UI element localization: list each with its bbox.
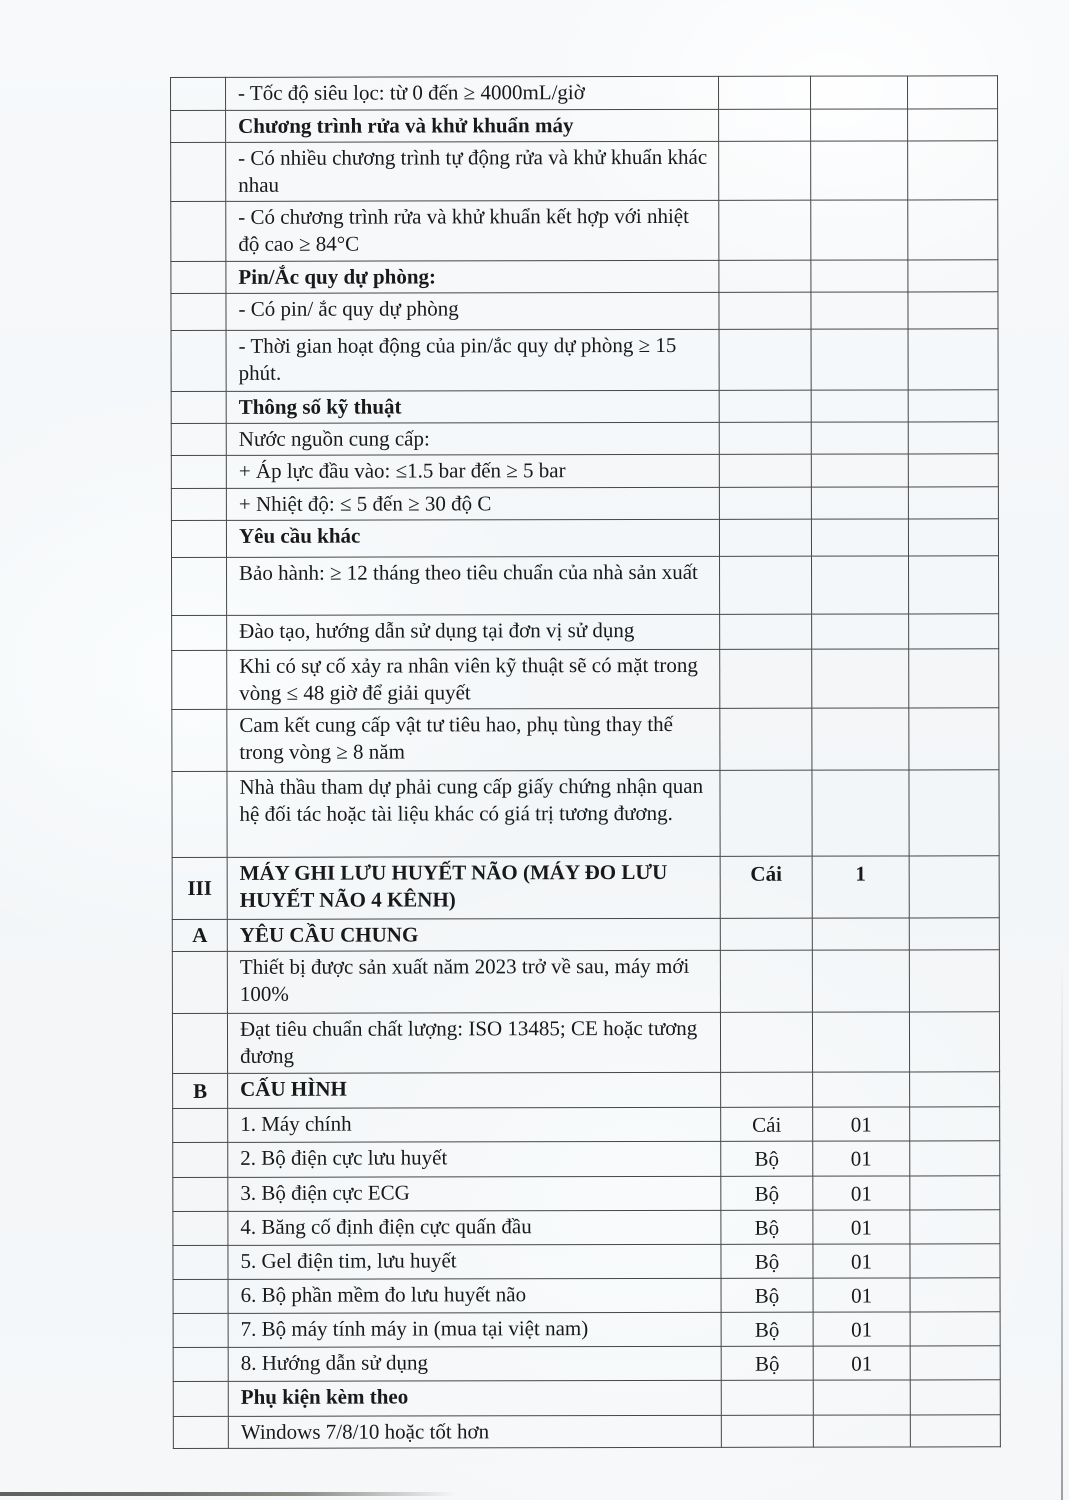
qty-cell: [811, 390, 908, 422]
scan-bottom-edge-artifact: [0, 1492, 470, 1496]
table-row: [173, 1312, 1000, 1348]
spec-table-body: [171, 76, 1001, 1449]
description-cell: YÊU CẦU CHUNG: [227, 918, 720, 951]
unit-cell: [719, 200, 811, 260]
unit-cell: [719, 390, 811, 422]
stt-cell: [172, 951, 227, 1013]
description-cell: 2. Bộ điện cực lưu huyết: [228, 1141, 721, 1177]
unit-cell: [720, 950, 812, 1012]
description-cell: - Có nhiều chương trình tự động rửa và khử khuẩn khác nhau: [226, 141, 719, 201]
description-cell: + Áp lực đầu vào: ≤1.5 bar đến ≥ 5 bar: [226, 454, 719, 488]
note-cell: [908, 260, 998, 292]
qty-cell: [811, 487, 908, 519]
note-cell: [910, 1072, 1000, 1107]
qty-cell: [812, 649, 909, 708]
table-row: [172, 708, 999, 772]
unit-cell: Cái: [721, 1107, 813, 1141]
table-row: [172, 556, 999, 616]
qty-cell: [811, 454, 908, 487]
unit-cell: [720, 708, 812, 770]
description-cell: Khi có sự cố xảy ra nhân viên kỹ thuật sẽ có mặt trong vòng ≤ 48 giờ để giải quyết: [227, 649, 720, 709]
description-cell: Nước nguồn cung cấp:: [226, 422, 719, 455]
note-cell: [910, 1380, 1000, 1415]
table-row: [172, 770, 999, 858]
stt-cell: [173, 1108, 228, 1142]
table-row: [171, 141, 998, 202]
description-cell: MÁY GHI LƯU HUYẾT NÃO (MÁY ĐO LƯU HUYẾT NÃO 4 KÊNH): [227, 856, 720, 919]
qty-cell: 01: [813, 1346, 910, 1380]
qty-cell: [812, 950, 909, 1012]
note-cell: [910, 1346, 1000, 1380]
scan-right-edge-artifact: [1061, 960, 1063, 1500]
stt-cell: III: [172, 857, 227, 919]
stt-cell: [171, 330, 226, 391]
table-row: [171, 109, 998, 143]
table-row: [172, 950, 999, 1014]
note-cell: [908, 200, 998, 260]
unit-cell: [719, 260, 811, 292]
unit-cell: [719, 487, 811, 519]
unit-cell: [718, 76, 810, 109]
stt-cell: [172, 709, 227, 771]
qty-cell: 01: [813, 1107, 910, 1141]
qty-cell: 01: [813, 1278, 910, 1312]
stt-cell: [173, 1347, 228, 1381]
qty-cell: 01: [813, 1141, 910, 1176]
stt-cell: [173, 1177, 228, 1211]
note-cell: [910, 1176, 1000, 1210]
note-cell: [908, 329, 998, 390]
stt-cell: [171, 77, 226, 110]
description-cell: - Thời gian hoạt động của pin/ắc quy dự phòng ≥ 15 phút.: [226, 329, 719, 391]
qty-cell: 01: [813, 1210, 910, 1244]
unit-cell: [721, 1380, 813, 1415]
equipment-spec-table: [170, 75, 1001, 1449]
qty-cell: [811, 141, 908, 200]
note-cell: [909, 614, 999, 649]
note-cell: [910, 1107, 1000, 1141]
unit-cell: [719, 292, 811, 329]
description-cell: - Tốc độ siêu lọc: từ 0 đến ≥ 4000mL/giờ: [226, 76, 719, 110]
description-cell: Thiết bị được sản xuất năm 2023 trở về sau, máy mới 100%: [227, 950, 720, 1013]
table-row: [173, 1107, 1000, 1143]
qty-cell: [813, 1415, 910, 1447]
stt-cell: [173, 1416, 228, 1448]
unit-cell: [719, 454, 811, 487]
unit-cell: Bộ: [721, 1346, 813, 1380]
unit-cell: Bộ: [721, 1176, 813, 1210]
table-row: [171, 454, 998, 489]
stt-cell: [173, 1381, 228, 1416]
unit-cell: [719, 519, 811, 556]
note-cell: [909, 918, 999, 950]
description-cell: 7. Bộ máy tính máy in (mua tại việt nam): [228, 1312, 721, 1347]
qty-cell: [812, 770, 909, 856]
note-cell: [908, 519, 998, 556]
note-cell: [910, 1312, 1000, 1346]
note-cell: [909, 708, 999, 770]
qty-cell: 1: [812, 856, 909, 918]
stt-cell: [173, 1313, 228, 1347]
stt-cell: [171, 488, 226, 520]
description-cell: Đạt tiêu chuẩn chất lượng: ISO 13485; CE hoặc tương đương: [227, 1012, 720, 1073]
table-row: [173, 1176, 1000, 1212]
description-cell: Windows 7/8/10 hoặc tốt hơn: [228, 1415, 721, 1448]
table-row: [171, 487, 998, 521]
qty-cell: [811, 519, 908, 556]
table-row: [173, 1380, 1000, 1417]
unit-cell: Cái: [720, 856, 812, 918]
unit-cell: [719, 141, 811, 200]
description-cell: CẤU HÌNH: [228, 1072, 721, 1108]
unit-cell: Bộ: [721, 1141, 813, 1176]
unit-cell: Bộ: [721, 1278, 813, 1312]
note-cell: [910, 1210, 1000, 1244]
description-cell: Chương trình rửa và khử khuẩn máy: [226, 109, 719, 142]
unit-cell: Bộ: [721, 1210, 813, 1244]
stt-cell: [173, 1211, 228, 1245]
table-row: [172, 614, 999, 651]
description-cell: 1. Máy chính: [228, 1107, 721, 1142]
description-cell: Nhà thầu tham dự phải cung cấp giấy chứng nhận quan hệ đối tác hoặc tài liệu khác có giá trị tương đương.: [227, 770, 720, 857]
description-cell: 6. Bộ phần mềm đo lưu huyết não: [228, 1278, 721, 1313]
table-row: [173, 1072, 1000, 1109]
qty-cell: [812, 556, 909, 614]
table-row: [173, 1415, 1000, 1449]
qty-cell: [812, 918, 909, 950]
qty-cell: [812, 1012, 909, 1072]
stt-cell: [173, 1245, 228, 1279]
qty-cell: [811, 260, 908, 292]
unit-cell: [720, 1012, 812, 1072]
note-cell: [909, 856, 999, 918]
stt-cell: [171, 391, 226, 423]
table-row: [172, 1012, 999, 1074]
description-cell: Đào tạo, hướng dẫn sử dụng tại đơn vị sử dụng: [227, 614, 720, 650]
description-cell: Cam kết cung cấp vật tư tiêu hao, phụ tùng thay thế trong vòng ≥ 8 năm: [227, 708, 720, 771]
note-cell: [908, 487, 998, 519]
stt-cell: [171, 423, 226, 455]
stt-cell: [173, 1142, 228, 1177]
table-row: [171, 76, 998, 111]
unit-cell: [720, 770, 812, 856]
qty-cell: [811, 329, 908, 390]
qty-cell: [811, 422, 908, 454]
description-cell: 8. Hướng dẫn sử dụng: [228, 1346, 721, 1381]
stt-cell: [172, 557, 227, 615]
unit-cell: [720, 614, 812, 649]
description-cell: Bảo hành: ≥ 12 tháng theo tiêu chuẩn của nhà sản xuất: [227, 556, 720, 615]
note-cell: [909, 1012, 999, 1072]
description-cell: - Có chương trình rửa và khử khuẩn kết hợp với nhiệt độ cao ≥ 84°C: [226, 200, 719, 261]
note-cell: [908, 454, 998, 487]
table-row: [171, 200, 998, 262]
description-cell: Yêu cầu khác: [226, 519, 719, 557]
description-cell: Phụ kiện kèm theo: [228, 1380, 721, 1416]
table-row: [173, 1278, 1000, 1314]
table-row: [173, 1244, 1000, 1280]
description-cell: 4. Băng cố định điện cực quấn đầu: [228, 1210, 721, 1245]
unit-cell: [720, 649, 812, 708]
note-cell: [909, 770, 999, 856]
table-row: [173, 1141, 1000, 1178]
note-cell: [908, 422, 998, 454]
table-row: [171, 292, 998, 331]
unit-cell: [721, 1072, 813, 1107]
qty-cell: 01: [813, 1312, 910, 1346]
stt-cell: [171, 142, 226, 201]
qty-cell: [811, 109, 908, 141]
note-cell: [910, 1415, 1000, 1447]
qty-cell: 01: [813, 1244, 910, 1278]
unit-cell: Bộ: [721, 1312, 813, 1346]
stt-cell: [171, 261, 226, 293]
description-cell: Pin/Ắc quy dự phòng:: [226, 260, 719, 293]
qty-cell: [810, 76, 907, 109]
table-row: [172, 649, 999, 710]
unit-cell: Bộ: [721, 1244, 813, 1278]
note-cell: [908, 292, 998, 329]
unit-cell: [721, 1415, 813, 1447]
note-cell: [910, 1278, 1000, 1312]
qty-cell: [812, 708, 909, 770]
description-cell: 5. Gel điện tim, lưu huyết: [228, 1244, 721, 1279]
stt-cell: [172, 1013, 227, 1073]
qty-cell: [811, 200, 908, 260]
stt-cell: [172, 615, 227, 650]
note-cell: [909, 950, 999, 1012]
note-cell: [909, 649, 999, 708]
table-row: [172, 856, 999, 920]
description-cell: - Có pin/ ắc quy dự phòng: [226, 292, 719, 330]
stt-cell: [171, 110, 226, 142]
qty-cell: [813, 1380, 910, 1415]
note-cell: [907, 76, 997, 109]
note-cell: [908, 390, 998, 422]
unit-cell: [719, 329, 811, 390]
stt-cell: [171, 293, 226, 330]
note-cell: [908, 109, 998, 141]
stt-cell: [172, 771, 227, 857]
table-row: [172, 918, 999, 952]
qty-cell: [812, 614, 909, 649]
table-row: [171, 519, 998, 558]
qty-cell: [813, 1072, 910, 1107]
unit-cell: [719, 422, 811, 454]
qty-cell: 01: [813, 1176, 910, 1210]
note-cell: [910, 1141, 1000, 1176]
stt-cell: [171, 520, 226, 557]
stt-cell: B: [173, 1073, 228, 1108]
stt-cell: [172, 650, 227, 709]
unit-cell: [720, 556, 812, 614]
table-row: [171, 329, 998, 392]
unit-cell: [719, 109, 811, 141]
qty-cell: [811, 292, 908, 329]
stt-cell: [171, 201, 226, 261]
table-row: [171, 260, 998, 294]
note-cell: [909, 556, 999, 614]
note-cell: [908, 141, 998, 200]
note-cell: [910, 1244, 1000, 1278]
description-cell: + Nhiệt độ: ≤ 5 đến ≥ 30 độ C: [226, 487, 719, 520]
table-row: [171, 390, 998, 424]
stt-cell: [171, 455, 226, 488]
stt-cell: A: [172, 919, 227, 951]
unit-cell: [720, 918, 812, 950]
table-row: [173, 1210, 1000, 1246]
table-row: [173, 1346, 1000, 1382]
table-row: [171, 422, 998, 456]
description-cell: Thông số kỹ thuật: [226, 390, 719, 423]
description-cell: 3. Bộ điện cực ECG: [228, 1176, 721, 1211]
stt-cell: [173, 1279, 228, 1313]
